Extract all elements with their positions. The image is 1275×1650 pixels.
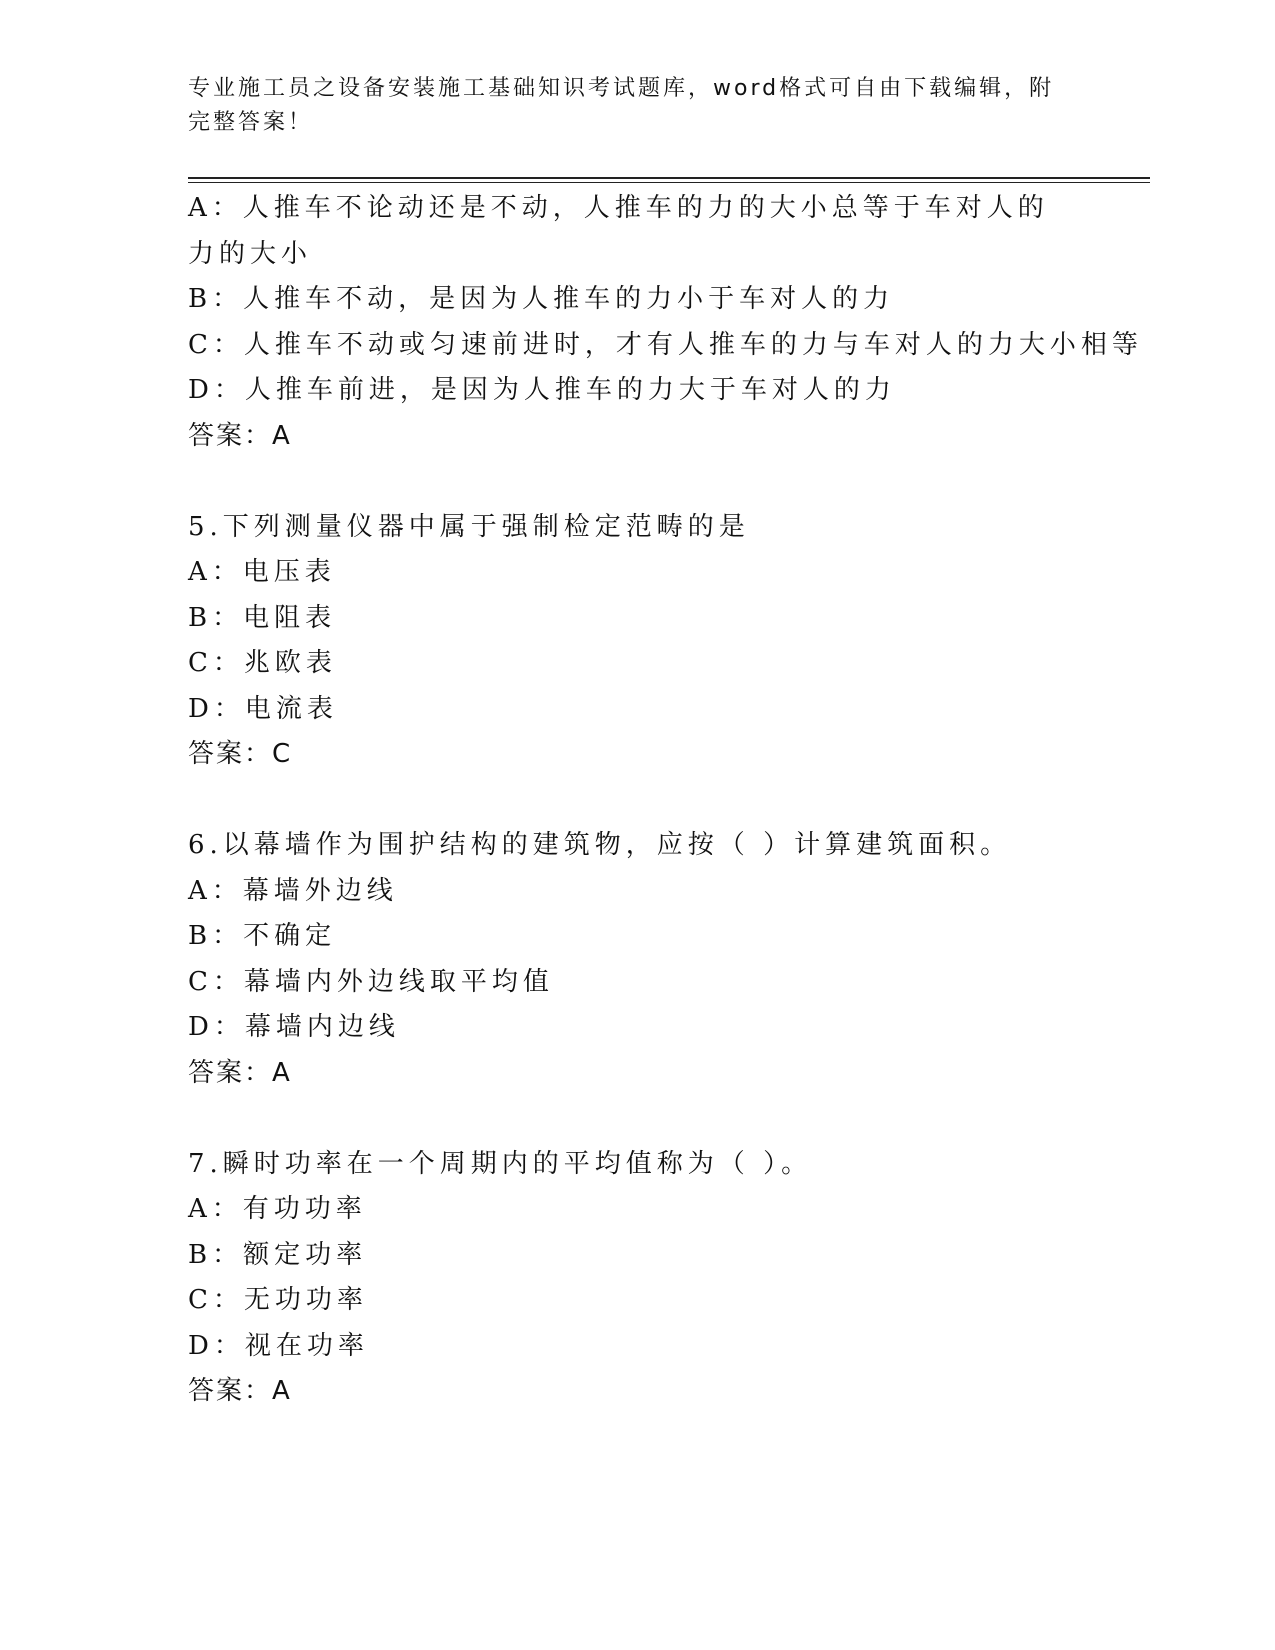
option-c: C：人推车不动或匀速前进时，才有人推车的力与车对人的力大小相等 [188, 329, 1143, 360]
header-rule-thick [188, 177, 1150, 179]
question-title: 7.瞬时功率在一个周期内的平均值称为（ ）。 [188, 1148, 813, 1179]
option-b: B：不确定 [188, 921, 337, 951]
option-b: B：人推车不动，是因为人推车的力小于车对人的力 [188, 284, 895, 314]
question-5 [188, 505, 1088, 778]
question-title: 6.以幕墙作为围护结构的建筑物，应按（ ）计算建筑面积。 [188, 830, 1012, 860]
option-b: B：额定功率 [188, 1239, 368, 1270]
answer: 答案：A [188, 1376, 292, 1406]
question-list [188, 186, 1143, 1415]
document-header: 专业施工员之设备安装施工基础知识考试题库，word格式可自由下载编辑，附完整答案！ [188, 76, 1055, 135]
option-a: A：人推车不论动还是不动，人推车的力的大小总等于车对人的力的大小 [188, 193, 1049, 269]
option-c: C：兆欧表 [188, 648, 337, 678]
option-c: C：幕墙内外边线取平均值 [188, 966, 554, 997]
question-7 [188, 1142, 1088, 1415]
question-title: 5.下列测量仪器中属于强制检定范畴的是 [188, 511, 750, 542]
option-d: D：视在功率 [188, 1330, 369, 1361]
spacer [188, 459, 1088, 505]
spacer [188, 1096, 1088, 1142]
header-rule-thin [188, 182, 1150, 183]
option-a: A：电压表 [188, 557, 336, 587]
option-d: D：电流表 [188, 693, 338, 724]
option-d: D：幕墙内边线 [188, 1012, 400, 1042]
option-a: A：幕墙外边线 [188, 875, 398, 906]
option-c: C：无功功率 [188, 1285, 368, 1315]
answer: 答案：C [188, 739, 293, 769]
option-d: D：人推车前进，是因为人推车的力大于车对人的力 [188, 375, 896, 405]
spacer [188, 778, 1088, 824]
answer: 答案：A [188, 420, 292, 451]
question-6 [188, 823, 1088, 1096]
option-a: A：有功功率 [188, 1194, 367, 1224]
question-4 [188, 186, 1143, 459]
option-b: B：电阻表 [188, 602, 337, 633]
answer: 答案：A [188, 1057, 292, 1088]
